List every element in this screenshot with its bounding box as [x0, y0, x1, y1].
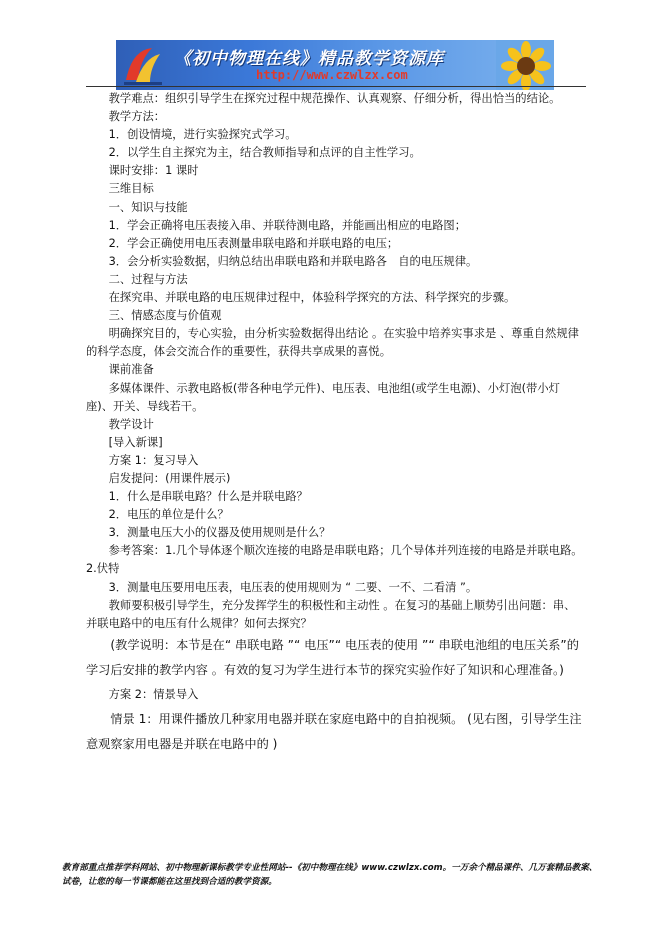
page-footer: 教育部重点推荐学科网站、初中物理新课标教学专业性网站--《初中物理在线》www.czwlzx.com。一万余个精品课件、几万套精品教案、试卷，让您的每一节课都能在这里找到合适的教学资源。	[62, 863, 598, 887]
paragraph: 三、情感态度与价值观	[108, 309, 222, 323]
paragraph: 1．创设情境，进行实验探究式学习。	[108, 128, 297, 142]
paragraph: 明确探究目的，专心实验，由分析实验数据得出结论 。在实验中培养实事求是 、尊重自然规律的科学态度，体会交流合作的重要性，获得共享成果的喜悦。	[86, 327, 579, 359]
paragraph: 启发提问：(用课件展示)	[108, 471, 231, 485]
paragraph: 课时安排：1 课时	[108, 164, 199, 178]
paragraph: 在探究串、并联电路的电压规律过程中，体验科学探究的方法、科学探究的步骤。	[108, 291, 516, 305]
paragraph: 教学难点：组织引导学生在探究过程中规范操作、认真观察、仔细分析，得出恰当的结论。	[108, 92, 561, 105]
paragraph: 三维目标	[108, 182, 154, 196]
paragraph: 3．测量电压要用电压表，电压表的使用规则为 “ 二要、一不、二看清 ”。	[108, 580, 478, 594]
banner-title: 《初中物理在线》精品教学资源库	[174, 49, 444, 69]
paragraph: (教学说明：本节是在“ 串联电路 ”“ 电压”“ 电压表的使用 ”“ 串联电池组的电压关系”的学习后安排的教学内容 。有效的复习为学生进行本节的探究实验作好了知识和心理准备。)	[86, 637, 579, 677]
paragraph: 一、知识与技能	[108, 200, 188, 214]
paragraph: 方案 2：情景导入	[108, 687, 199, 701]
document-body	[86, 90, 586, 757]
paragraph: 课前准备	[108, 363, 154, 377]
header-rule	[86, 86, 586, 87]
paragraph: 教师要积极引导学生，充分发挥学生的积极性和主动性 。在复习的基础上顺势引出问题：串、并联电路中的电压有什么规律？如何去探究？	[86, 598, 576, 630]
paragraph: 2．以学生自主探究为主，结合教师指导和点评的自主性学习。	[108, 146, 421, 160]
paragraph: 情景 1：用课件播放几种家用电器并联在家庭电路中的自拍视频。 (见右图，引导学生注意观察家用电器是并联在电路中的 )	[86, 711, 582, 751]
paragraph: 教学设计	[108, 417, 154, 431]
paragraph: [导入新课]	[108, 435, 163, 449]
paragraph: 2．学会正确使用电压表测量串联电路和并联电路的电压；	[108, 236, 399, 250]
paragraph: 方案 1：复习导入	[108, 453, 199, 467]
paragraph: 3．测量电压大小的仪器及使用规则是什么？	[108, 526, 331, 540]
paragraph: 多媒体课件、示教电路板(带各种电学元件)、电压表、电池组(或学生电源)、小灯泡(带小灯座)、开关、导线若干。	[86, 381, 560, 413]
paragraph: 参考答案：1.几个导体逐个顺次连接的电路是串联电路；几个导体并列连接的电路是并联电路。2.伏特	[86, 544, 583, 576]
paragraph: 3．会分析实验数据，归纳总结出串联电路和并联电路各 自的电压规律。	[108, 254, 478, 268]
banner-url: http://www.czwlzx.com	[256, 68, 408, 82]
paragraph: 1．什么是串联电路？什么是并联电路？	[108, 490, 308, 504]
paragraph: 教学方法：	[108, 110, 166, 124]
paragraph: 二、过程与方法	[108, 272, 188, 286]
header-banner	[116, 40, 554, 90]
paragraph: 2．电压的单位是什么？	[108, 508, 229, 522]
paragraph: 1．学会正确将电压表接入串、并联待测电路，并能画出相应的电路图；	[108, 218, 466, 232]
sunflower-icon	[496, 40, 554, 90]
site-logo-icon	[122, 44, 164, 86]
